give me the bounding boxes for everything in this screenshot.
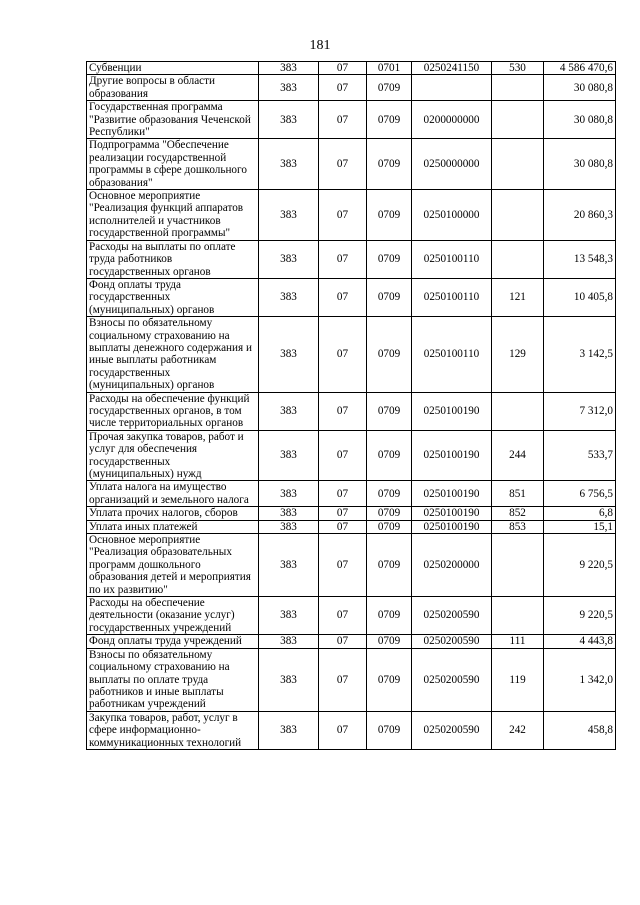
cell-section: 07 (319, 75, 367, 101)
cell-ministry: 383 (259, 75, 319, 101)
cell-section: 07 (319, 430, 367, 481)
cell-expense-type: 530 (492, 62, 544, 75)
cell-section: 07 (319, 635, 367, 648)
table-row (87, 635, 616, 648)
cell-expense-type (492, 190, 544, 241)
table-row (87, 392, 616, 430)
cell-target-article: 0250100190 (412, 520, 492, 533)
cell-subsection: 0709 (367, 507, 412, 520)
cell-subsection: 0709 (367, 240, 412, 278)
cell-ministry: 383 (259, 190, 319, 241)
cell-expense-type (492, 75, 544, 101)
cell-subsection: 0709 (367, 481, 412, 507)
cell-section: 07 (319, 507, 367, 520)
table-row (87, 507, 616, 520)
cell-name: Закупка товаров, работ, услуг в сфере информационно-коммуникационных технологий (87, 711, 259, 749)
cell-name: Прочая закупка товаров, работ и услуг для обеспечения государственных (муниципальных) нужд (87, 430, 259, 481)
cell-target-article: 0250100190 (412, 392, 492, 430)
cell-target-article: 0250200000 (412, 534, 492, 597)
cell-expense-type: 111 (492, 635, 544, 648)
cell-ministry: 383 (259, 278, 319, 316)
table-row (87, 481, 616, 507)
cell-section: 07 (319, 190, 367, 241)
cell-section: 07 (319, 648, 367, 711)
cell-section: 07 (319, 62, 367, 75)
table-row (87, 101, 616, 139)
page-number: 181 (309, 38, 331, 53)
cell-amount: 13 548,3 (544, 240, 616, 278)
cell-expense-type: 119 (492, 648, 544, 711)
cell-target-article: 0250200590 (412, 648, 492, 711)
cell-ministry: 383 (259, 597, 319, 635)
cell-subsection: 0709 (367, 520, 412, 533)
table-row (87, 534, 616, 597)
cell-expense-type (492, 101, 544, 139)
cell-subsection: 0709 (367, 392, 412, 430)
cell-ministry: 383 (259, 711, 319, 749)
table-row (87, 711, 616, 749)
cell-expense-type: 121 (492, 278, 544, 316)
cell-name: Взносы по обязательному социальному страхованию на выплаты по оплате труда работников и иные выплаты работникам учреждений (87, 648, 259, 711)
cell-name: Фонд оплаты труда государственных (муниципальных) органов (87, 278, 259, 316)
table-row (87, 139, 616, 190)
table-row (87, 597, 616, 635)
cell-target-article: 0250100110 (412, 317, 492, 392)
cell-amount: 7 312,0 (544, 392, 616, 430)
cell-name: Уплата налога на имущество организаций и земельного налога (87, 481, 259, 507)
cell-section: 07 (319, 597, 367, 635)
cell-name: Взносы по обязательному социальному страхованию на выплаты денежного содержания и иные выплаты работникам государственных (муниципальных) органов (87, 317, 259, 392)
cell-amount: 6,8 (544, 507, 616, 520)
cell-subsection: 0709 (367, 139, 412, 190)
cell-section: 07 (319, 711, 367, 749)
cell-name: Расходы на обеспечение функций государственных органов, в том числе территориальных органов (87, 392, 259, 430)
cell-amount: 3 142,5 (544, 317, 616, 392)
cell-expense-type (492, 597, 544, 635)
cell-ministry: 383 (259, 317, 319, 392)
cell-subsection: 0709 (367, 648, 412, 711)
cell-section: 07 (319, 240, 367, 278)
cell-ministry: 383 (259, 534, 319, 597)
cell-target-article: 0250100190 (412, 430, 492, 481)
cell-expense-type: 242 (492, 711, 544, 749)
budget-table (86, 61, 616, 750)
cell-target-article: 0200000000 (412, 101, 492, 139)
cell-amount: 533,7 (544, 430, 616, 481)
cell-name: Уплата прочих налогов, сборов (87, 507, 259, 520)
cell-amount: 9 220,5 (544, 534, 616, 597)
cell-subsection: 0709 (367, 534, 412, 597)
cell-amount: 30 080,8 (544, 101, 616, 139)
cell-ministry: 383 (259, 648, 319, 711)
table-row (87, 648, 616, 711)
cell-subsection: 0709 (367, 430, 412, 481)
cell-section: 07 (319, 317, 367, 392)
table-row (87, 430, 616, 481)
cell-ministry: 383 (259, 635, 319, 648)
cell-target-article: 0250200590 (412, 711, 492, 749)
cell-ministry: 383 (259, 101, 319, 139)
cell-subsection: 0709 (367, 317, 412, 392)
table-row (87, 317, 616, 392)
cell-amount: 15,1 (544, 520, 616, 533)
table-row (87, 240, 616, 278)
cell-target-article: 0250241150 (412, 62, 492, 75)
budget-table-body (87, 62, 616, 750)
cell-target-article: 0250200590 (412, 597, 492, 635)
cell-amount: 10 405,8 (544, 278, 616, 316)
cell-expense-type: 129 (492, 317, 544, 392)
cell-ministry: 383 (259, 520, 319, 533)
cell-name: Уплата иных платежей (87, 520, 259, 533)
cell-target-article: 0250000000 (412, 139, 492, 190)
cell-subsection: 0709 (367, 278, 412, 316)
cell-section: 07 (319, 520, 367, 533)
cell-subsection: 0709 (367, 190, 412, 241)
cell-amount: 20 860,3 (544, 190, 616, 241)
cell-target-article: 0250200590 (412, 635, 492, 648)
cell-subsection: 0701 (367, 62, 412, 75)
cell-subsection: 0709 (367, 711, 412, 749)
cell-amount: 4 586 470,6 (544, 62, 616, 75)
cell-name: Расходы на выплаты по оплате труда работников государственных органов (87, 240, 259, 278)
cell-target-article: 0250100000 (412, 190, 492, 241)
cell-expense-type (492, 534, 544, 597)
cell-name: Подпрограмма "Обеспечение реализации государственной программы в сфере дошкольного образования" (87, 139, 259, 190)
cell-ministry: 383 (259, 139, 319, 190)
cell-name: Фонд оплаты труда учреждений (87, 635, 259, 648)
cell-expense-type: 852 (492, 507, 544, 520)
cell-amount: 6 756,5 (544, 481, 616, 507)
cell-name: Основное мероприятие "Реализация функций аппаратов исполнителей и участников государственной программы" (87, 190, 259, 241)
cell-name: Основное мероприятие "Реализация образовательных программ дошкольного образования детей и мероприятия по их развитию" (87, 534, 259, 597)
cell-ministry: 383 (259, 62, 319, 75)
cell-ministry: 383 (259, 240, 319, 278)
cell-subsection: 0709 (367, 101, 412, 139)
cell-section: 07 (319, 481, 367, 507)
cell-section: 07 (319, 534, 367, 597)
cell-target-article: 0250100190 (412, 507, 492, 520)
cell-amount: 9 220,5 (544, 597, 616, 635)
cell-name: Субвенции (87, 62, 259, 75)
table-row (87, 278, 616, 316)
cell-expense-type (492, 392, 544, 430)
cell-target-article: 0250100110 (412, 240, 492, 278)
cell-target-article: 0250100190 (412, 481, 492, 507)
cell-ministry: 383 (259, 481, 319, 507)
cell-expense-type (492, 139, 544, 190)
cell-expense-type: 853 (492, 520, 544, 533)
cell-expense-type (492, 240, 544, 278)
cell-target-article: 0250100110 (412, 278, 492, 316)
cell-name: Другие вопросы в области образования (87, 75, 259, 101)
cell-amount: 30 080,8 (544, 75, 616, 101)
cell-amount: 4 443,8 (544, 635, 616, 648)
cell-target-article (412, 75, 492, 101)
table-row (87, 190, 616, 241)
cell-expense-type: 851 (492, 481, 544, 507)
cell-subsection: 0709 (367, 635, 412, 648)
cell-name: Расходы на обеспечение деятельности (оказание услуг) государственных учреждений (87, 597, 259, 635)
cell-amount: 30 080,8 (544, 139, 616, 190)
table-row (87, 75, 616, 101)
cell-section: 07 (319, 101, 367, 139)
cell-amount: 458,8 (544, 711, 616, 749)
cell-expense-type: 244 (492, 430, 544, 481)
cell-ministry: 383 (259, 507, 319, 520)
cell-ministry: 383 (259, 430, 319, 481)
cell-subsection: 0709 (367, 597, 412, 635)
cell-name: Государственная программа "Развитие образования Чеченской Республики" (87, 101, 259, 139)
table-row (87, 520, 616, 533)
cell-section: 07 (319, 278, 367, 316)
cell-ministry: 383 (259, 392, 319, 430)
cell-section: 07 (319, 392, 367, 430)
table-row (87, 62, 616, 75)
cell-subsection: 0709 (367, 75, 412, 101)
cell-section: 07 (319, 139, 367, 190)
cell-amount: 1 342,0 (544, 648, 616, 711)
